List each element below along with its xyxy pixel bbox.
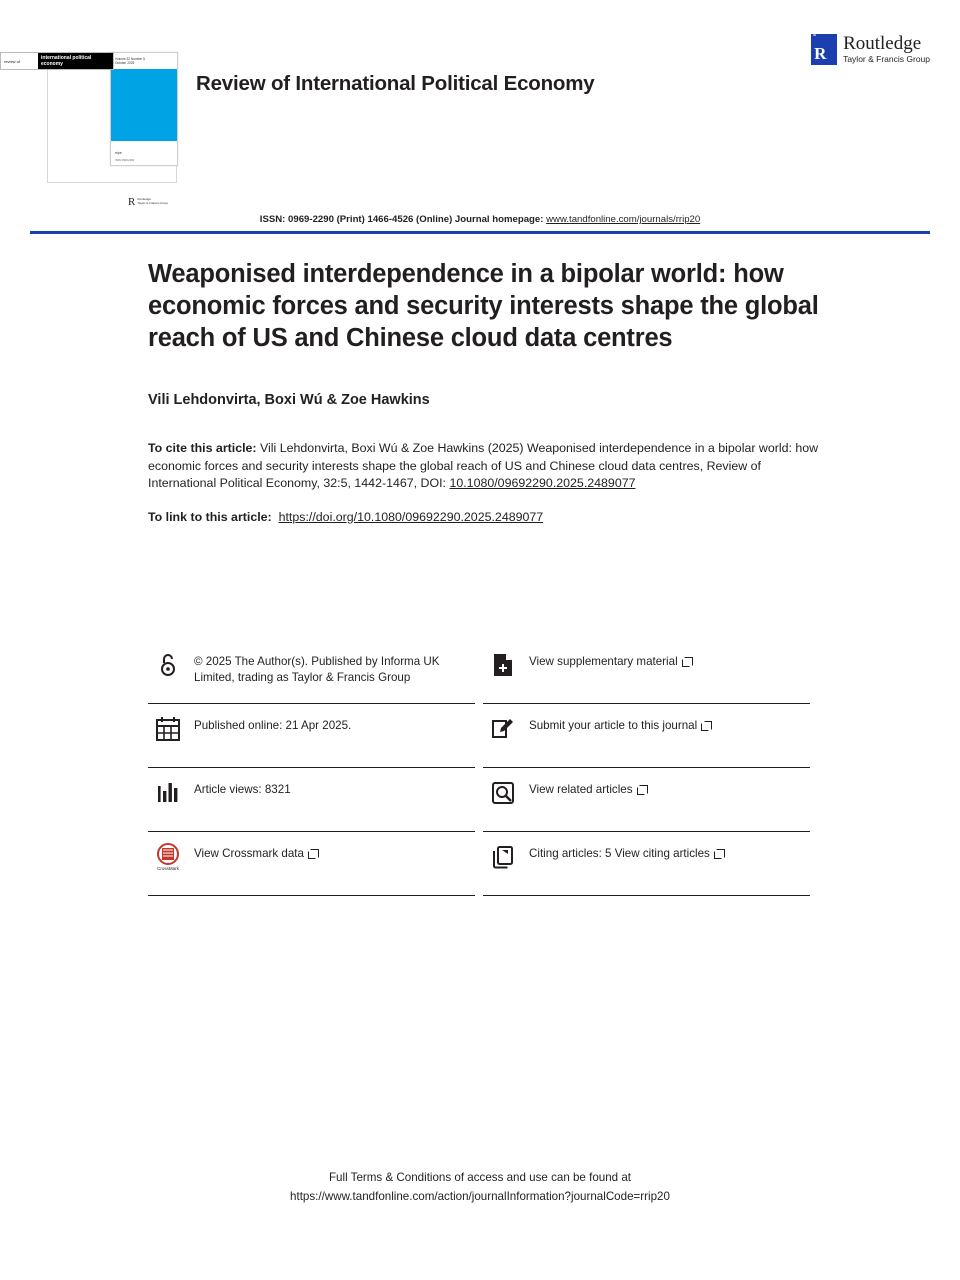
metric-copyright bbox=[148, 640, 475, 704]
journal-homepage-link[interactable]: www.tandfonline.com/journals/rrip20 bbox=[546, 214, 701, 225]
svg-text:CrossMark: CrossMark bbox=[157, 866, 179, 871]
cover-footer-text: rripe bbox=[115, 151, 122, 155]
issn-homepage-line bbox=[0, 214, 960, 225]
external-link-icon bbox=[701, 721, 710, 730]
metric-article-views-label: Article views: 8321 bbox=[194, 783, 291, 796]
routledge-wordmark bbox=[843, 34, 930, 65]
calendar-icon bbox=[152, 714, 184, 744]
metric-view-related[interactable] bbox=[483, 768, 810, 832]
routledge-logo bbox=[811, 11, 930, 65]
view-related-icon bbox=[487, 778, 519, 808]
citation-block bbox=[148, 440, 820, 493]
metric-crossmark-label: View Crossmark data bbox=[194, 842, 317, 862]
tf-mini-text: Routledge Taylor & Francis Group bbox=[137, 197, 169, 205]
metric-view-related-label: View related articles bbox=[529, 778, 646, 798]
cover-title-band bbox=[0, 52, 114, 70]
external-link-icon bbox=[682, 657, 691, 666]
bar-chart-icon bbox=[152, 778, 184, 808]
open-access-icon bbox=[152, 650, 184, 680]
metric-supplementary-label: View supplementary material bbox=[529, 650, 691, 670]
cover-title-right: international political economy bbox=[38, 53, 113, 69]
external-link-icon bbox=[714, 849, 723, 858]
doi-link[interactable]: 10.1080/09692290.2025.2489077 bbox=[449, 476, 636, 490]
link-label: To link to this article: bbox=[148, 509, 272, 524]
supplementary-material-icon bbox=[487, 650, 519, 680]
metric-article-views bbox=[148, 768, 475, 832]
external-link-icon bbox=[637, 785, 646, 794]
publisher-name: Routledge bbox=[843, 33, 922, 54]
cover-blue-panel bbox=[111, 69, 177, 141]
journal-title: Review of International Political Economy bbox=[196, 72, 595, 95]
metric-submit-article-label: Submit your article to this journal bbox=[529, 714, 710, 734]
cite-label: To cite this article: bbox=[148, 441, 257, 455]
article-authors: Vili Lehdonvirta, Boxi Wú & Zoe Hawkins bbox=[148, 392, 430, 408]
footer-line-2[interactable]: https://www.tandfonline.com/action/journalInformation?journalCode=rrip20 bbox=[290, 1190, 670, 1203]
metric-copyright-label: © 2025 The Author(s). Published by Informa UK Limited, trading as Taylor & Francis Group bbox=[194, 655, 440, 684]
metric-published-date bbox=[148, 704, 475, 768]
cover-issue-info: Volume 32 Number 5 October 2025 bbox=[115, 57, 145, 66]
article-info bbox=[148, 258, 820, 526]
page-footer bbox=[0, 1168, 960, 1206]
metric-citing-articles[interactable] bbox=[483, 832, 810, 896]
journal-header bbox=[0, 0, 960, 232]
external-link-icon bbox=[308, 849, 317, 858]
metric-supplementary[interactable] bbox=[483, 640, 810, 704]
publisher-tagline: Taylor & Francis Group bbox=[843, 54, 930, 64]
metric-published-date-label: Published online: 21 Apr 2025. bbox=[194, 719, 352, 732]
header-divider bbox=[30, 231, 930, 234]
citing-articles-icon bbox=[487, 842, 519, 872]
tf-mini-letter: R bbox=[128, 196, 136, 208]
metric-citing-articles-label: Citing articles: 5 View citing articles bbox=[529, 842, 723, 862]
journal-cover-thumbnail[interactable] bbox=[110, 52, 178, 166]
crossmark-icon bbox=[152, 842, 184, 872]
metric-submit-article[interactable] bbox=[483, 704, 810, 768]
routledge-mark-letter: R bbox=[814, 44, 827, 63]
taylor-francis-mini-logo bbox=[128, 196, 168, 208]
cover-title-left: review of bbox=[4, 58, 21, 64]
cite-text: Vili Lehdonvirta, Boxi Wú & Zoe Hawkins (2025) Weaponised interdependence in a bipolar world: how economic forces and security interests shape the global reach of US and Chinese cloud data centres, Review of International Political Economy, 32:5, 1442-1467, DOI: bbox=[148, 441, 819, 490]
doi-url-link[interactable]: https://doi.org/10.1080/09692290.2025.2489077 bbox=[278, 509, 544, 524]
article-metrics-grid bbox=[148, 640, 810, 896]
cover-footer-issn: ISSN 0969-2290 bbox=[115, 159, 135, 162]
submit-article-icon bbox=[487, 714, 519, 744]
issn-text: ISSN: 0969-2290 (Print) 1466-4526 (Online) Journal homepage: bbox=[259, 214, 544, 225]
metric-crossmark[interactable] bbox=[148, 832, 475, 896]
article-title: Weaponised interdependence in a bipolar world: how economic forces and security interests shape the global reach of US and Chinese cloud data centres bbox=[148, 260, 819, 352]
routledge-mark-icon bbox=[811, 11, 837, 65]
footer-line-1: Full Terms & Conditions of access and use can be found at bbox=[328, 1171, 632, 1184]
routledge-mark-vertical-text: ROUTLEDGE bbox=[813, 11, 818, 36]
article-link-block bbox=[148, 509, 820, 527]
